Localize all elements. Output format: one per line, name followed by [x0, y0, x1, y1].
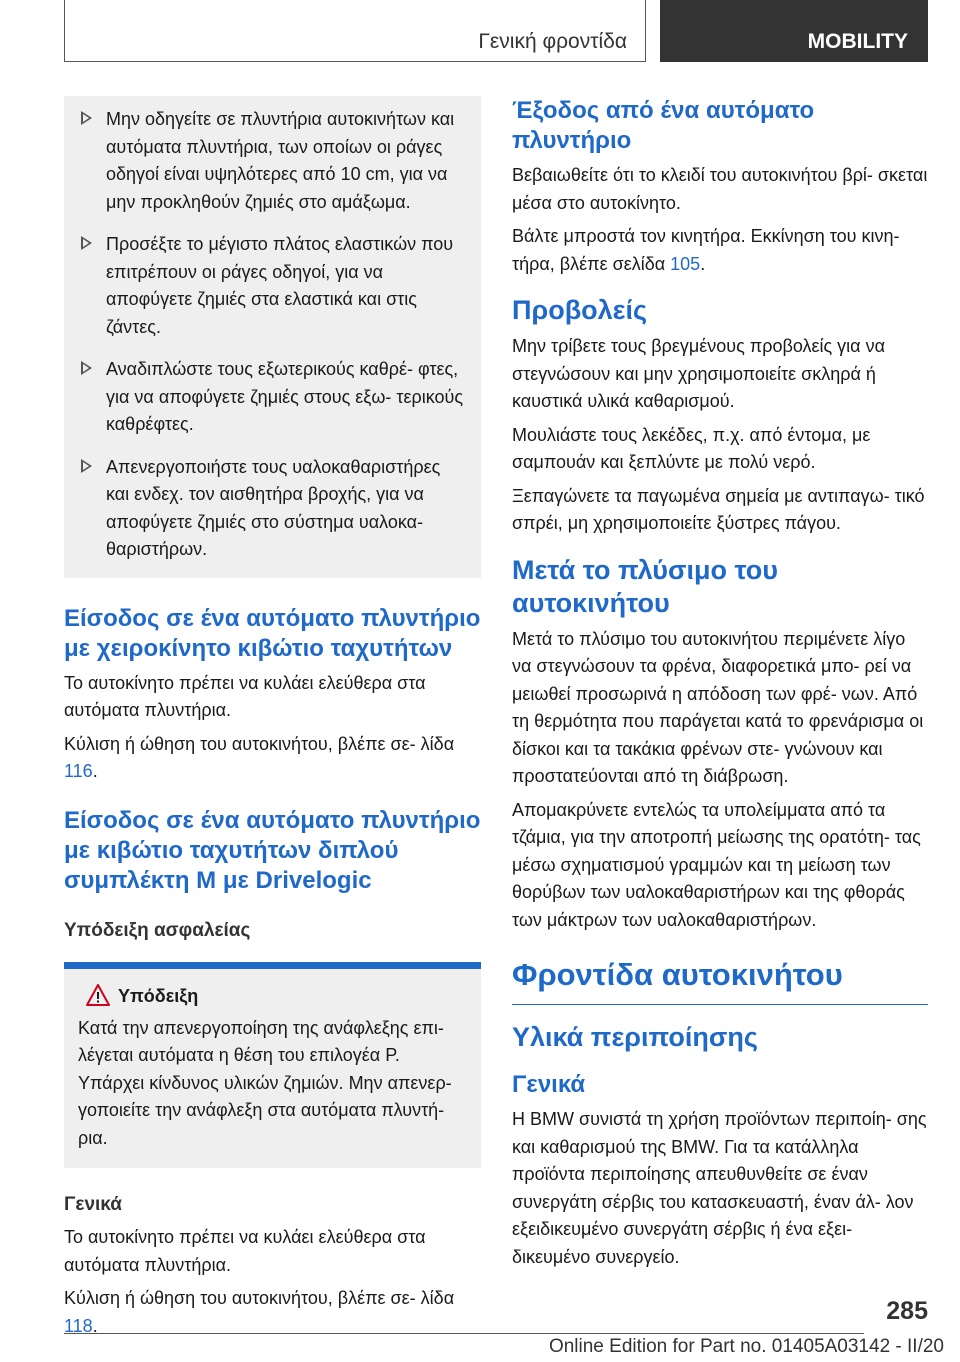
- chapter-title: Φροντίδα αυτοκινήτου: [512, 957, 843, 992]
- after-wash-heading: Μετά το πλύσιμο του αυτοκινήτου: [512, 554, 778, 618]
- triangle-bullet-icon: [81, 361, 92, 375]
- triangle-bullet-icon: [81, 111, 92, 125]
- safety-heading: Υπόδειξη ασφαλείας: [64, 919, 251, 941]
- general-heading: Γενικά: [64, 1194, 122, 1215]
- dct-heading: Είσοδος σε ένα αυτόματο πλυντήριο με κιβώτιο ταχυτήτων διπλού συμπλέκτη M με Drivelogic: [64, 806, 481, 894]
- footer-divider: [64, 1333, 864, 1334]
- edition-footer: Online Edition for Part no. 01405A03142 - II/20: [548, 1336, 944, 1357]
- chapter-tab: MOBILITY: [660, 0, 928, 62]
- chapter-heading: [512, 956, 928, 1005]
- right-column: [512, 96, 928, 1271]
- exit-heading: Έξοδος από ένα αυτόματο πλυντήριο: [512, 97, 815, 154]
- exit-paragraph: Βεβαιωθείτε ότι το κλειδί του αυτοκινήτου βρί- σκεται μέσα στο αυτοκίνητο.: [512, 165, 928, 213]
- page-link-116[interactable]: 116: [64, 761, 93, 781]
- warning-box: [64, 962, 481, 1169]
- page-link-105[interactable]: 105: [670, 253, 701, 274]
- warning-triangle-icon: [86, 984, 110, 1006]
- manual-paragraph: Το αυτοκίνητο πρέπει να κυλάει ελεύθερα στα αυτόματα πλυντήρια.: [64, 672, 426, 720]
- warning-text: Κατά την απενεργοποίηση της ανάφλεξης επι- λέγεται αυτόματα η θέση του επιλογέα P. Υπάρχει κίνδυνος υλικών ζημιών. Μην απενερ- γοποιείτε την ανάφλεξη στα αυτόματα πλυντή- ρια.: [78, 1017, 452, 1148]
- care-paragraph: Η BMW συνιστά τη χρήση προϊόντων περιποίη- σης και καθαρισμού της BMW. Για τα κατάλληλα προϊόντα περιποίησης απευθυνθείτε σε έναν συνεργάτη σέρβις του κατασκευαστή, έναν άλ- λον εξειδικευμένο συνεργάτη σέρβις ή ένα εξει- δικευμένο συνεργείο.: [512, 1109, 927, 1267]
- section-tab: Γενική φροντίδα: [64, 0, 646, 62]
- exit-reference: Βάλτε μπροστά τον κινητήρα. Εκκίνηση του κινη- τήρα, βλέπε σελίδα 105.: [512, 226, 900, 274]
- manual-gearbox-heading: Είσοδος σε ένα αυτόματο πλυντήριο με χειροκίνητο κιβώτιο ταχυτήτων: [64, 604, 481, 662]
- page-header: [64, 0, 928, 64]
- care-general-heading: Γενικά: [512, 1071, 586, 1098]
- left-column: [64, 96, 481, 1340]
- page-number: 285: [886, 1297, 928, 1325]
- headlights-heading: Προβολείς: [512, 295, 648, 325]
- general-paragraph: Το αυτοκίνητο πρέπει να κυλάει ελεύθερα στα αυτόματα πλυντήρια.: [64, 1227, 426, 1275]
- general-reference: Κύλιση ή ώθηση του αυτοκινήτου, βλέπε σε- λίδα 118.: [64, 1288, 455, 1336]
- warning-title: Υπόδειξη: [78, 983, 467, 1009]
- triangle-bullet-icon: [81, 236, 92, 250]
- headlights-paragraph-3: Ξεπαγώνετε τα παγωμένα σημεία με αντιπαγω- τικό σπρέι, μη χρησιμοποιείτε ξύστρες πάγου.: [512, 485, 925, 533]
- headlights-paragraph-1: Μην τρίβετε τους βρεγμένους προβολείς για να στεγνώσουν και μην χρησιμοποιείτε σκληρά ή καυστικά υλικά καθαρισμού.: [512, 336, 885, 411]
- list-item: Απενεργοποιήστε τους υαλοκαθαριστήρες και ενδεχ. τον αισθητήρα βροχής, για να αποφύγετε ζημιές στο σύστημα υαλοκα- θαριστήρων.: [78, 454, 467, 564]
- manual-reference: Κύλιση ή ώθηση του αυτοκινήτου, βλέπε σε- λίδα 116.: [64, 733, 455, 781]
- instruction-list: [64, 96, 481, 578]
- after-wash-paragraph-1: Μετά το πλύσιμο του αυτοκινήτου περιμένετε λίγο να στεγνώσουν τα φρένα, διαφορετικά μπο- ρεί να μειωθεί προσωρινά η απόδοση των φρέ- νων. Από τη θερμότητα που παράγεται κατά το φρενάρισμα οι δίσκοι και τα τακάκια φρένων στε- γνώνουν και προστατεύονται από τη διάβρωση.: [512, 628, 924, 786]
- after-wash-paragraph-2: Απομακρύνετε εντελώς τα υπολείμματα από τα τζάμια, για την αποτροπή μείωσης της ορατότη- τας μέσω σχηματισμού γραμμών και τη μείωση των θορύβων των υαλοκαθαριστήρων και της φθοράς των μάκτρων των υαλοκαθαριστήρων.: [512, 799, 921, 930]
- list-item: Προσέξτε το μέγιστο πλάτος ελαστικών που επιτρέπουν οι ράγες οδηγοί, για να αποφύγετε ζημιές στα ελαστικά και στις ζάντες.: [78, 231, 467, 341]
- triangle-bullet-icon: [81, 459, 92, 473]
- list-item: Μην οδηγείτε σε πλυντήρια αυτοκινήτων και αυτόματα πλυντήρια, των οποίων οι ράγες οδηγοί είναι υψηλότερες από 10 cm, για να μην προκληθούν ζημιές στο αμάξωμα.: [78, 106, 467, 216]
- list-item: Αναδιπλώστε τους εξωτερικούς καθρέ- φτες, για να αποφύγετε ζημιές στους εξω- τερικούς καθρέφτες.: [78, 356, 467, 439]
- headlights-paragraph-2: Μουλιάστε τους λεκέδες, π.χ. από έντομα, με σαμπουάν και ξεπλύντε με πολύ νερό.: [512, 424, 871, 472]
- page-link-118[interactable]: 118: [64, 1315, 93, 1336]
- care-products-heading: Υλικά περιποίησης: [512, 1022, 758, 1052]
